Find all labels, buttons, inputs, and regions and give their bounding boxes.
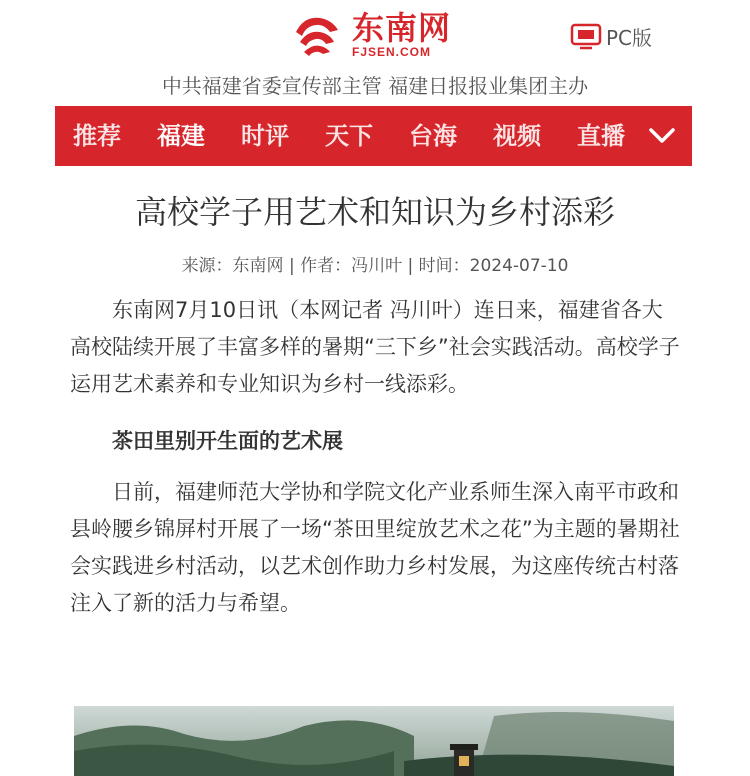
sponsor-line: 中共福建省委宣传部主管 福建日报报业集团主办 (161, 74, 589, 98)
article-meta: 来源：东南网 | 作者：冯川叶 | 时间：2024-07-10 (181, 256, 569, 276)
pc-version-label: PC版 (606, 26, 653, 50)
nav-item-video[interactable]: 视频 (493, 122, 541, 150)
channel-nav-items (55, 106, 643, 166)
channel-nav (55, 106, 692, 166)
article-photo-image (74, 706, 674, 776)
nav-item-taiwan-strait[interactable]: 台海 (409, 122, 457, 150)
nav-expand-button[interactable] (632, 106, 692, 166)
fjsen-logo-icon (290, 12, 346, 58)
article-title: 高校学子用艺术和知识为乡村添彩 (134, 193, 615, 231)
nav-item-commentary[interactable]: 时评 (241, 122, 289, 150)
logo-wordmark-en: FJSEN.COM (352, 45, 432, 59)
article-subheading: 茶田里别开生面的艺术展 (112, 429, 343, 453)
pc-version-link[interactable] (570, 22, 652, 51)
chevron-down-icon (648, 127, 676, 145)
logo-wordmark-cn: 东南网 (352, 9, 452, 47)
article (70, 168, 680, 622)
nav-item-live[interactable]: 直播 (577, 122, 625, 150)
nav-item-world[interactable]: 天下 (325, 122, 373, 150)
nav-item-recommend[interactable]: 推荐 (73, 122, 121, 150)
monitor-icon (570, 23, 602, 51)
article-photo (74, 706, 674, 776)
site-header (0, 0, 750, 100)
nav-item-fujian[interactable]: 福建 (157, 122, 205, 150)
article-paragraph: 东南网7月10日讯（本网记者 冯川叶）连日来，福建省各大高校陆续开展了丰富多样的暑期“三下乡”社会实践活动。高校学子运用艺术素养和专业知识为乡村一线添彩。 (70, 298, 680, 396)
article-paragraph: 日前，福建师范大学协和学院文化产业系师生深入南平市政和县岭腰乡锦屏村开展了一场“茶田里绽放艺术之花”为主题的暑期社会实践进乡村活动，以艺术创作助力乡村发展，为这座传统古村落注入了新的活力与希望。 (70, 480, 680, 615)
site-logo[interactable] (290, 10, 451, 60)
